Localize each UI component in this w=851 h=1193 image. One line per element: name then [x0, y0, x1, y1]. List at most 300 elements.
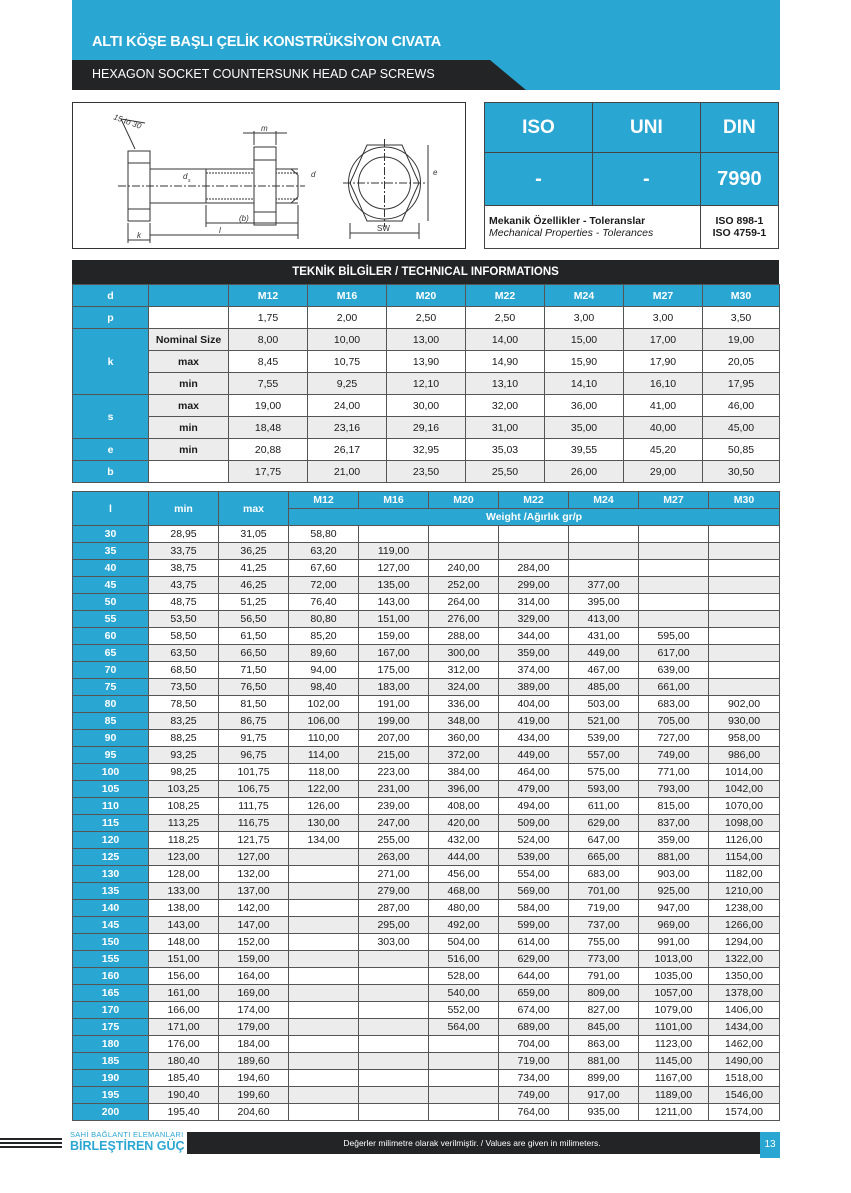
weight-cell: 902,00: [709, 696, 780, 713]
weight-cell: 111,75: [219, 798, 289, 815]
weight-cell: 314,00: [499, 594, 569, 611]
weight-cell: [359, 1019, 429, 1036]
weight-cell: [359, 1087, 429, 1104]
weight-cell: [289, 1087, 359, 1104]
weight-cell: 705,00: [639, 713, 709, 730]
weight-cell: 138,00: [149, 900, 219, 917]
page-subtitle: HEXAGON SOCKET COUNTERSUNK HEAD CAP SCREWS: [92, 67, 435, 81]
min-label: min: [149, 439, 229, 461]
weight-cell: 1189,00: [639, 1087, 709, 1104]
length-cell: 140: [73, 900, 149, 917]
tech-row: [73, 329, 780, 351]
tech-empty: [149, 461, 229, 483]
weight-cell: 704,00: [499, 1036, 569, 1053]
weight-cell: [569, 543, 639, 560]
weight-cell: 98,25: [149, 764, 219, 781]
header-band: [72, 0, 780, 60]
weight-cell: 190,40: [149, 1087, 219, 1104]
table-row: [73, 764, 780, 781]
tech-value-cell: 16,10: [624, 373, 703, 395]
weight-cell: 925,00: [639, 883, 709, 900]
length-cell: 70: [73, 662, 149, 679]
properties-en: Mechanical Properties - Tolerances: [489, 227, 654, 239]
weight-cell: [359, 1053, 429, 1070]
length-cell: 160: [73, 968, 149, 985]
standards-table: [484, 102, 779, 249]
table-row: [73, 1036, 780, 1053]
weight-cell: 595,00: [639, 628, 709, 645]
tech-b-label: b: [73, 461, 149, 483]
weight-cell: 485,00: [569, 679, 639, 696]
table-row: [73, 560, 780, 577]
weight-cell: 917,00: [569, 1087, 639, 1104]
tech-value-cell: 45,20: [624, 439, 703, 461]
weight-cell: 68,50: [149, 662, 219, 679]
weight-cell: 584,00: [499, 900, 569, 917]
weight-cell: [709, 577, 780, 594]
weight-cell: [429, 1087, 499, 1104]
weight-cell: [639, 526, 709, 543]
weight-cell: 58,50: [149, 628, 219, 645]
weight-cell: 81,50: [219, 696, 289, 713]
weight-cell: [709, 543, 780, 560]
table-row: [73, 526, 780, 543]
weight-cell: 749,00: [639, 747, 709, 764]
weight-cell: 72,00: [289, 577, 359, 594]
weight-cell: [569, 526, 639, 543]
tech-empty: [149, 307, 229, 329]
weight-cell: 137,00: [219, 883, 289, 900]
weight-cell: 384,00: [429, 764, 499, 781]
weight-cell: 1350,00: [709, 968, 780, 985]
table-row: [73, 1019, 780, 1036]
weight-cell: 284,00: [499, 560, 569, 577]
length-cell: 110: [73, 798, 149, 815]
table-row: [73, 679, 780, 696]
std-value-uni: -: [592, 153, 700, 206]
table-row: [73, 645, 780, 662]
weight-cell: 63,20: [289, 543, 359, 560]
tech-info-table: [72, 284, 780, 483]
weight-cell: 159,00: [219, 951, 289, 968]
weight-cell: 194,60: [219, 1070, 289, 1087]
weight-cell: 119,00: [359, 543, 429, 560]
tech-e-label: e: [73, 439, 149, 461]
tech-row: [73, 417, 780, 439]
weight-cell: 1123,00: [639, 1036, 709, 1053]
tech-value-cell: 17,90: [624, 351, 703, 373]
weight-cell: 255,00: [359, 832, 429, 849]
std-header-uni: UNI: [592, 103, 700, 153]
weight-cell: 204,60: [219, 1104, 289, 1121]
subtitle-accent-shape: [490, 60, 780, 90]
weight-cell: 528,00: [429, 968, 499, 985]
weight-cell: 207,00: [359, 730, 429, 747]
tech-value-cell: 46,00: [703, 395, 780, 417]
tech-value-cell: 17,75: [229, 461, 308, 483]
weight-cell: 991,00: [639, 934, 709, 951]
weight-cell: 1211,00: [639, 1104, 709, 1121]
weight-cell: 58,80: [289, 526, 359, 543]
weight-cell: 176,00: [149, 1036, 219, 1053]
length-cell: 125: [73, 849, 149, 866]
weight-cell: 903,00: [639, 866, 709, 883]
footer-note: Değerler milimetre olarak verilmiştir. / Values are given in milimeters.: [343, 1138, 601, 1148]
weight-cell: 395,00: [569, 594, 639, 611]
tech-value-cell: 13,10: [466, 373, 545, 395]
length-cell: 85: [73, 713, 149, 730]
weight-cell: 53,50: [149, 611, 219, 628]
weight-cell: 171,00: [149, 1019, 219, 1036]
weight-cell: [359, 1036, 429, 1053]
weight-cell: 359,00: [639, 832, 709, 849]
weight-cell: 264,00: [429, 594, 499, 611]
tech-value-cell: 10,75: [308, 351, 387, 373]
brand-lines: [0, 1138, 62, 1148]
weight-cell: 845,00: [569, 1019, 639, 1036]
tech-value-cell: 19,00: [229, 395, 308, 417]
weight-cell: 480,00: [429, 900, 499, 917]
weight-cell: 61,50: [219, 628, 289, 645]
table-row: [73, 747, 780, 764]
min-header: min: [149, 492, 219, 526]
weight-cell: 128,00: [149, 866, 219, 883]
weight-cell: 773,00: [569, 951, 639, 968]
weight-cell: [709, 645, 780, 662]
weight-cell: 701,00: [569, 883, 639, 900]
weight-cell: 231,00: [359, 781, 429, 798]
tech-s-label: s: [73, 395, 149, 439]
weight-cell: [289, 849, 359, 866]
weight-cell: 106,75: [219, 781, 289, 798]
weight-cell: 183,00: [359, 679, 429, 696]
weight-cell: [429, 1036, 499, 1053]
sw-label: SW: [377, 224, 390, 233]
weight-cell: 881,00: [569, 1053, 639, 1070]
weight-cell: 287,00: [359, 900, 429, 917]
weight-cell: [289, 1070, 359, 1087]
tech-value-cell: 2,50: [466, 307, 545, 329]
weight-cell: 135,00: [359, 577, 429, 594]
weight-cell: 169,00: [219, 985, 289, 1002]
weight-cell: 468,00: [429, 883, 499, 900]
tech-d-label: d: [73, 285, 149, 307]
std-value-iso: -: [485, 153, 593, 206]
weight-cell: [359, 968, 429, 985]
length-cell: 150: [73, 934, 149, 951]
weight-cell: 947,00: [639, 900, 709, 917]
weight-cell: 189,60: [219, 1053, 289, 1070]
weight-cell: [289, 1019, 359, 1036]
tech-value-cell: 14,00: [466, 329, 545, 351]
weight-cell: 564,00: [429, 1019, 499, 1036]
weight-cell: 509,00: [499, 815, 569, 832]
length-cell: 50: [73, 594, 149, 611]
tech-value-cell: 41,00: [624, 395, 703, 417]
table-row: [73, 1070, 780, 1087]
weight-cell: 449,00: [499, 747, 569, 764]
weight-cell: 78,50: [149, 696, 219, 713]
weight-cell: [429, 1070, 499, 1087]
tech-k-label: k: [73, 329, 149, 395]
weight-cell: 503,00: [569, 696, 639, 713]
weight-cell: 413,00: [569, 611, 639, 628]
weight-cell: 28,95: [149, 526, 219, 543]
weight-cell: 148,00: [149, 934, 219, 951]
size-header: M16: [359, 492, 429, 509]
table-row: [73, 611, 780, 628]
weight-cell: [289, 866, 359, 883]
weight-cell: 167,00: [359, 645, 429, 662]
angle-label: 15 to 30: [112, 112, 143, 131]
weight-cell: 271,00: [359, 866, 429, 883]
weight-label: Weight /Ağırlık gr/p: [289, 509, 780, 526]
table-row: [73, 1053, 780, 1070]
weight-cell: [709, 594, 780, 611]
max-label: max: [149, 351, 229, 373]
table-row: [73, 917, 780, 934]
tech-value-cell: 19,00: [703, 329, 780, 351]
weight-cell: 344,00: [499, 628, 569, 645]
tech-value-cell: 3,00: [545, 307, 624, 329]
weight-cell: 101,75: [219, 764, 289, 781]
weight-cell: 1210,00: [709, 883, 780, 900]
weight-cell: 899,00: [569, 1070, 639, 1087]
weight-cell: 404,00: [499, 696, 569, 713]
weight-cell: [639, 594, 709, 611]
weight-cell: 420,00: [429, 815, 499, 832]
length-cell: 130: [73, 866, 149, 883]
weight-cell: [499, 526, 569, 543]
weight-cell: [289, 951, 359, 968]
tech-value-cell: 23,16: [308, 417, 387, 439]
weight-cell: 396,00: [429, 781, 499, 798]
weight-cell: 793,00: [639, 781, 709, 798]
weight-cell: [429, 1053, 499, 1070]
weight-cell: 348,00: [429, 713, 499, 730]
bolt-drawing-svg: [73, 103, 465, 248]
weight-cell: 665,00: [569, 849, 639, 866]
weight-cell: 247,00: [359, 815, 429, 832]
nominal-label: Nominal Size: [149, 329, 229, 351]
length-cell: 200: [73, 1104, 149, 1121]
table-row: [73, 934, 780, 951]
table-row: [73, 815, 780, 832]
weight-cell: 930,00: [709, 713, 780, 730]
weight-cell: 132,00: [219, 866, 289, 883]
tech-value-cell: 20,88: [229, 439, 308, 461]
std-value-din: 7990: [700, 153, 778, 206]
weight-cell: [639, 611, 709, 628]
weight-cell: 1013,00: [639, 951, 709, 968]
table-row: [73, 543, 780, 560]
weight-cell: [289, 917, 359, 934]
tech-value-cell: 30,00: [387, 395, 466, 417]
weight-cell: 881,00: [639, 849, 709, 866]
weight-cell: 130,00: [289, 815, 359, 832]
weight-cell: 683,00: [569, 866, 639, 883]
max-header: max: [219, 492, 289, 526]
weight-cell: 1014,00: [709, 764, 780, 781]
weight-cell: 324,00: [429, 679, 499, 696]
weight-cell: [359, 1002, 429, 1019]
weight-cell: 674,00: [499, 1002, 569, 1019]
length-cell: 55: [73, 611, 149, 628]
weight-cell: 159,00: [359, 628, 429, 645]
weight-cell: [709, 679, 780, 696]
weight-cell: 288,00: [429, 628, 499, 645]
weight-cell: 719,00: [569, 900, 639, 917]
weight-cell: 727,00: [639, 730, 709, 747]
size-header: M24: [569, 492, 639, 509]
table-row: [73, 1087, 780, 1104]
tech-value-cell: 9,25: [308, 373, 387, 395]
table-row: [73, 866, 780, 883]
table-row: [73, 883, 780, 900]
tech-value-cell: 26,00: [545, 461, 624, 483]
length-cell: 65: [73, 645, 149, 662]
weight-cell: 969,00: [639, 917, 709, 934]
iso-refs-cell: [700, 206, 778, 249]
weight-cell: 300,00: [429, 645, 499, 662]
weight-cell: 492,00: [429, 917, 499, 934]
length-cell: 40: [73, 560, 149, 577]
weight-cell: 161,00: [149, 985, 219, 1002]
size-header: M20: [387, 285, 466, 307]
page-title: ALTI KÖŞE BAŞLI ÇELİK KONSTRÜKSİYON CIVATA: [92, 34, 442, 50]
weight-cell: 1126,00: [709, 832, 780, 849]
tech-value-cell: 36,00: [545, 395, 624, 417]
weight-cell: [289, 1104, 359, 1121]
min-label: min: [149, 373, 229, 395]
weight-cell: 252,00: [429, 577, 499, 594]
weight-cell: 63,50: [149, 645, 219, 662]
tech-value-cell: 8,45: [229, 351, 308, 373]
length-cell: 175: [73, 1019, 149, 1036]
weight-cell: 1035,00: [639, 968, 709, 985]
weight-cell: 329,00: [499, 611, 569, 628]
weight-cell: 73,50: [149, 679, 219, 696]
weight-cell: 504,00: [429, 934, 499, 951]
weight-cell: 303,00: [359, 934, 429, 951]
tech-value-cell: 23,50: [387, 461, 466, 483]
weight-cell: 456,00: [429, 866, 499, 883]
size-header: M12: [289, 492, 359, 509]
weight-cell: 199,60: [219, 1087, 289, 1104]
weight-cell: 127,00: [219, 849, 289, 866]
tech-value-cell: 17,00: [624, 329, 703, 351]
tech-value-cell: 1,75: [229, 307, 308, 329]
tech-empty-header: [149, 285, 229, 307]
tech-row: [73, 285, 780, 307]
m-label: m: [261, 124, 268, 133]
weight-cell: [709, 560, 780, 577]
weight-cell: 639,00: [639, 662, 709, 679]
size-header: M30: [709, 492, 780, 509]
brand-tagline: SAHİ BAĞLANTI ELEMANLARI: [70, 1130, 184, 1139]
weight-cell: 156,00: [149, 968, 219, 985]
weight-cell: [359, 985, 429, 1002]
weight-cell: 1266,00: [709, 917, 780, 934]
weight-cell: 164,00: [219, 968, 289, 985]
tech-row: [73, 373, 780, 395]
weight-cell: [569, 560, 639, 577]
table-row: [73, 594, 780, 611]
weight-cell: 467,00: [569, 662, 639, 679]
size-header: M20: [429, 492, 499, 509]
weight-cell: [709, 611, 780, 628]
weight-cell: 240,00: [429, 560, 499, 577]
table-row: [73, 662, 780, 679]
tech-value-cell: 30,50: [703, 461, 780, 483]
weight-cell: 377,00: [569, 577, 639, 594]
k-label: k: [137, 231, 141, 240]
tech-value-cell: 18,48: [229, 417, 308, 439]
weight-cell: 179,00: [219, 1019, 289, 1036]
table-row: [73, 577, 780, 594]
weight-cell: 1098,00: [709, 815, 780, 832]
length-cell: 145: [73, 917, 149, 934]
weight-cell: 91,75: [219, 730, 289, 747]
weight-cell: 43,75: [149, 577, 219, 594]
weight-cell: 958,00: [709, 730, 780, 747]
weight-cell: 114,00: [289, 747, 359, 764]
weight-cell: [499, 543, 569, 560]
weight-cell: 629,00: [499, 951, 569, 968]
weight-cell: 336,00: [429, 696, 499, 713]
weight-cell: 552,00: [429, 1002, 499, 1019]
table-row: [73, 900, 780, 917]
weight-cell: 199,00: [359, 713, 429, 730]
weight-cell: [289, 1053, 359, 1070]
tech-value-cell: 32,95: [387, 439, 466, 461]
weight-cell: 33,75: [149, 543, 219, 560]
weight-table: [72, 491, 780, 1121]
weight-cell: 1322,00: [709, 951, 780, 968]
weight-cell: 771,00: [639, 764, 709, 781]
size-header: M27: [639, 492, 709, 509]
table-row: [73, 849, 780, 866]
size-header: M27: [624, 285, 703, 307]
properties-tr: Mekanik Özellikler - Toleranslar: [489, 215, 646, 227]
weight-cell: 85,20: [289, 628, 359, 645]
tech-value-cell: 32,00: [466, 395, 545, 417]
weight-cell: 539,00: [499, 849, 569, 866]
weight-cell: 102,00: [289, 696, 359, 713]
weight-cell: 41,25: [219, 560, 289, 577]
length-cell: 115: [73, 815, 149, 832]
weight-cell: [639, 560, 709, 577]
weight-cell: 67,60: [289, 560, 359, 577]
tech-value-cell: 10,00: [308, 329, 387, 351]
weight-cell: 76,50: [219, 679, 289, 696]
weight-cell: 66,50: [219, 645, 289, 662]
table-row: [73, 628, 780, 645]
weight-cell: 464,00: [499, 764, 569, 781]
table-row: [73, 781, 780, 798]
weight-cell: 647,00: [569, 832, 639, 849]
tech-value-cell: 21,00: [308, 461, 387, 483]
weight-cell: 569,00: [499, 883, 569, 900]
weight-cell: 134,00: [289, 832, 359, 849]
weight-cell: 539,00: [569, 730, 639, 747]
tech-value-cell: 35,03: [466, 439, 545, 461]
weight-cell: 1079,00: [639, 1002, 709, 1019]
weight-cell: 432,00: [429, 832, 499, 849]
tech-value-cell: 15,00: [545, 329, 624, 351]
weight-cell: 118,25: [149, 832, 219, 849]
weight-cell: 56,50: [219, 611, 289, 628]
